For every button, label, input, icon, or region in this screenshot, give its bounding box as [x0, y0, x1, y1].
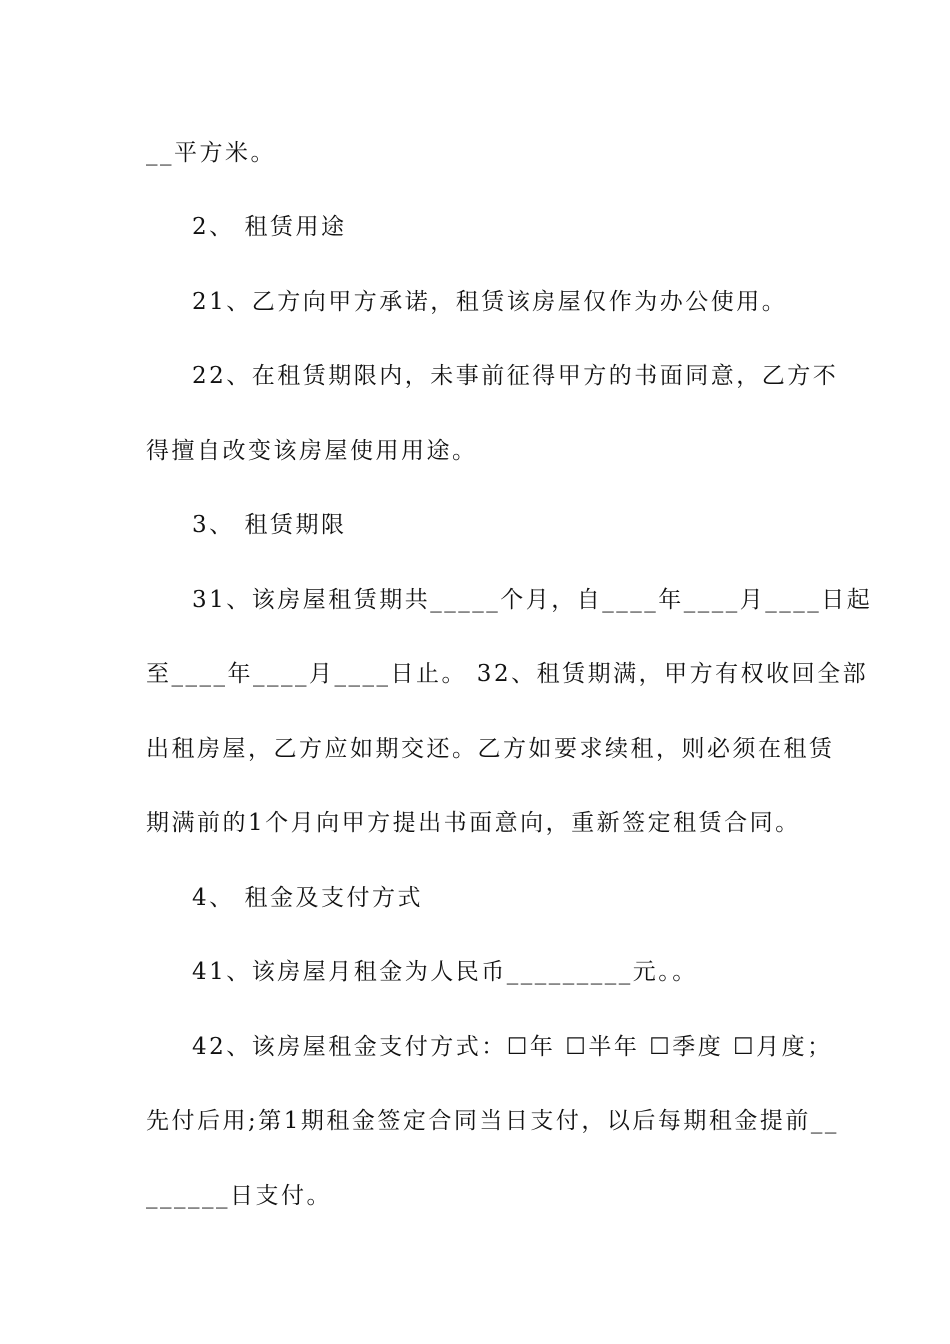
clause-42-line-2: 先付后用;第1期租金签定合同当日支付，以后每期租金提前__	[146, 1108, 839, 1134]
clause-21: 21、乙方向甲方承诺，租赁该房屋仅作为办公使用。	[192, 289, 788, 315]
clause-32-line-3: 期满前的1个月向甲方提出书面意向，重新签定租赁合同。	[146, 810, 801, 836]
clause-31-line-2: 至____年____月____日止。 32、租赁期满，甲方有权收回全部	[146, 661, 869, 687]
section-4-heading: 4、 租金及支付方式	[192, 885, 423, 911]
section-2-heading: 2、 租赁用途	[192, 214, 347, 240]
area-unit-line: __平方米。	[146, 140, 276, 166]
clause-41: 41、该房屋月租金为人民币_________元。。	[192, 959, 698, 985]
clause-22-line-2: 得擅自改变该房屋使用用途。	[146, 438, 478, 464]
clause-22-line-1: 22、在租赁期限内，未事前征得甲方的书面同意，乙方不	[192, 363, 839, 389]
clause-42-line-1: 42、该房屋租金支付方式：☐年 ☐半年 ☐季度 ☐月度；	[192, 1034, 833, 1060]
clause-32-line-2: 出租房屋，乙方应如期交还。乙方如要求续租，则必须在租赁	[146, 736, 835, 762]
section-3-heading: 3、 租赁期限	[192, 512, 347, 538]
clause-42-line-3: ______日支付。	[146, 1183, 332, 1209]
clause-31-line-1: 31、该房屋租赁期共_____个月，自____年____月____日起	[192, 587, 873, 613]
